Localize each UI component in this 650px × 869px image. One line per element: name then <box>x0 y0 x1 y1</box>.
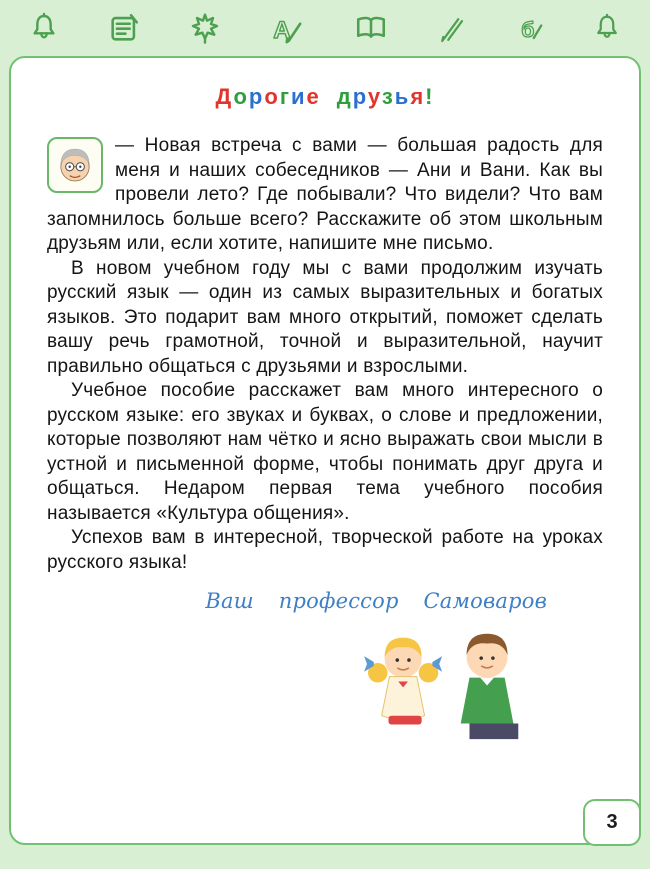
paragraph-3: Учебное пособие расскажет вам много интересного о русском языке: его звуках и буквах, о слове и предложении, которые позволяют нам чётко и ясно выражать свои мысли в устной и письменной форме, чтобы понимать друг друга и общаться. Недаром первая тема учебного пособия называется «Культура общения». <box>47 380 603 524</box>
open-book-icon <box>352 11 390 45</box>
paragraph-1-text: — Новая встреча с вами — большая радость для меня и наших собеседников — Ани и Вани. Как вы провели лето? Где побывали? Что видели? Что вам запомнилось больше всего? Расскажите об этом школьным друзьям или, если хотите, напишите мне письмо. <box>47 135 603 254</box>
page-text <box>11 110 639 751</box>
paragraph-4: Успехов вам в интересной, творческой работе на уроках русского языка! <box>47 527 603 573</box>
notebook-icon <box>107 11 141 45</box>
page-number: 3 <box>606 811 618 833</box>
letter-b-icon <box>515 11 545 45</box>
children-illustration <box>47 622 603 752</box>
page-number-tab <box>583 799 641 846</box>
svg-text:б: б <box>520 17 534 42</box>
maple-leaf-icon <box>189 11 221 45</box>
page-title: Дорогие друзья! <box>215 84 435 109</box>
pencil-icon <box>437 11 467 45</box>
professor-face-icon <box>52 142 98 188</box>
signature: Ваш профессор Самоваров <box>205 589 547 613</box>
paragraph-1 <box>47 134 603 257</box>
paragraph-2: В новом учебном году мы с вами продолжим изучать русский язык — один из самых выразительных и богатых языков. Это подарит вам много открытий, поможет сделать вашу речь грамотной, точной и выразительной, научит правильно общаться с друзьями и взрослыми. <box>47 257 603 377</box>
decorative-icon-band <box>0 0 650 56</box>
svg-text:А: А <box>273 16 291 44</box>
bell-icon <box>592 12 622 44</box>
letter-a-pencil-icon <box>268 11 304 45</box>
bell-icon <box>28 11 60 45</box>
professor-portrait <box>47 137 103 193</box>
children-drawing-icon <box>346 622 551 744</box>
page-body <box>9 56 641 845</box>
